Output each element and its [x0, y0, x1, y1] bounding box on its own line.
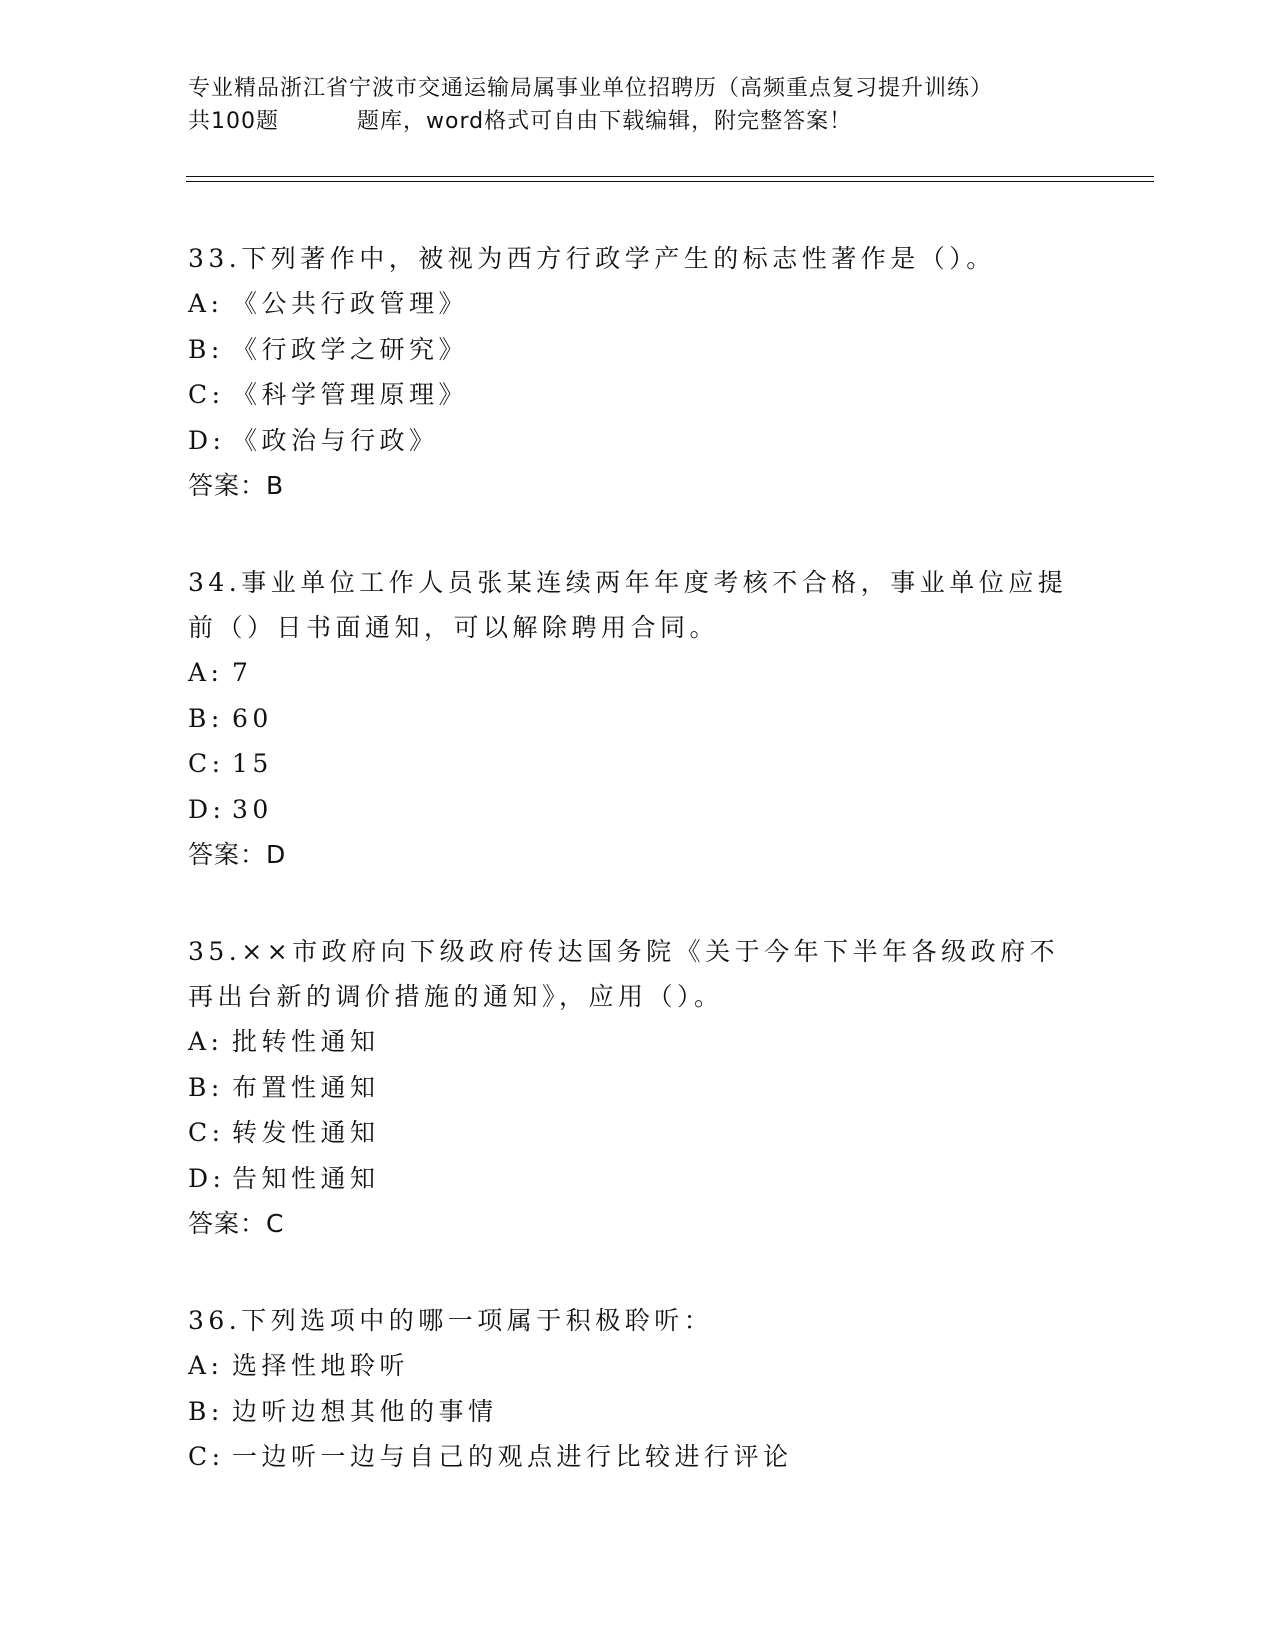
- option-c: [188, 1110, 1088, 1156]
- option-label: C:: [188, 749, 225, 778]
- option-label: D:: [188, 794, 226, 824]
- question-33: [188, 236, 1088, 508]
- header-question-count: 共100题: [188, 109, 279, 134]
- option-label: C:: [188, 1442, 225, 1471]
- question-35: [188, 929, 1088, 1246]
- option-label: D:: [188, 1163, 226, 1193]
- option-label: B:: [188, 703, 224, 733]
- option-label: A:: [188, 658, 224, 687]
- option-label: A:: [188, 289, 224, 318]
- option-c: [188, 741, 1088, 787]
- answer: 答案：C: [188, 1209, 285, 1238]
- option-label: B:: [188, 1396, 224, 1426]
- option-text: 15: [232, 749, 273, 778]
- option-d: [188, 787, 1088, 833]
- option-b: [188, 696, 1088, 742]
- option-text: 60: [232, 703, 273, 733]
- option-text: 转发性通知: [232, 1118, 380, 1147]
- question-list: [188, 236, 1088, 1532]
- question-text: 35.××市政府向下级政府传达国务院《关于今年下半年各级政府不再出台新的调价措施的通知》，应用（）。: [188, 937, 1060, 1011]
- answer: 答案：B: [188, 471, 285, 500]
- answer: 答案：D: [188, 840, 287, 869]
- option-text: 一边听一边与自己的观点进行比较进行评论: [232, 1442, 793, 1471]
- option-text: 布置性通知: [232, 1072, 380, 1102]
- question-text: 34.事业单位工作人员张某连续两年年度考核不合格，事业单位应提前（）日书面通知，可以解除聘用合同。: [188, 568, 1068, 642]
- option-text: 30: [232, 794, 273, 824]
- option-d: [188, 1156, 1088, 1202]
- option-text: 边听边想其他的事情: [232, 1396, 498, 1426]
- option-text: 选择性地聆听: [232, 1351, 410, 1380]
- option-label: A:: [188, 1027, 224, 1056]
- option-label: B:: [188, 334, 224, 364]
- option-label: C:: [188, 380, 225, 409]
- option-text: 7: [232, 658, 253, 687]
- document-header: [188, 72, 1148, 138]
- option-b: [188, 327, 1088, 373]
- option-a: [188, 1343, 1088, 1389]
- option-a: [188, 1019, 1088, 1065]
- option-text: 《政治与行政》: [232, 425, 439, 455]
- option-text: 告知性通知: [232, 1163, 380, 1193]
- header-gap: [279, 105, 357, 138]
- option-b: [188, 1389, 1088, 1435]
- header-description: 题库，word格式可自由下载编辑，附完整答案！: [357, 109, 853, 134]
- option-text: 《行政学之研究》: [232, 334, 469, 364]
- header-title: 专业精品浙江省宁波市交通运输局属事业单位招聘历（高频重点复习提升训练）: [188, 76, 994, 101]
- option-label: A:: [188, 1351, 224, 1380]
- option-text: 《公共行政管理》: [232, 289, 469, 318]
- question-text: 36.下列选项中的哪一项属于积极聆听：: [188, 1306, 714, 1335]
- option-label: B:: [188, 1072, 224, 1102]
- header-rule-bottom: [186, 181, 1154, 182]
- option-a: [188, 281, 1088, 327]
- question-36: [188, 1298, 1088, 1480]
- question-text: 33.下列著作中，被视为西方行政学产生的标志性著作是（）。: [188, 244, 996, 273]
- option-d: [188, 418, 1088, 464]
- option-c: [188, 1434, 1088, 1480]
- header-subtitle: [188, 105, 1148, 138]
- option-a: [188, 650, 1088, 696]
- option-text: 批转性通知: [232, 1027, 380, 1056]
- option-text: 《科学管理原理》: [232, 380, 469, 409]
- option-label: C:: [188, 1118, 225, 1147]
- option-b: [188, 1065, 1088, 1111]
- header-rule-top: [186, 176, 1154, 177]
- option-c: [188, 372, 1088, 418]
- question-34: [188, 560, 1088, 877]
- option-label: D:: [188, 425, 226, 455]
